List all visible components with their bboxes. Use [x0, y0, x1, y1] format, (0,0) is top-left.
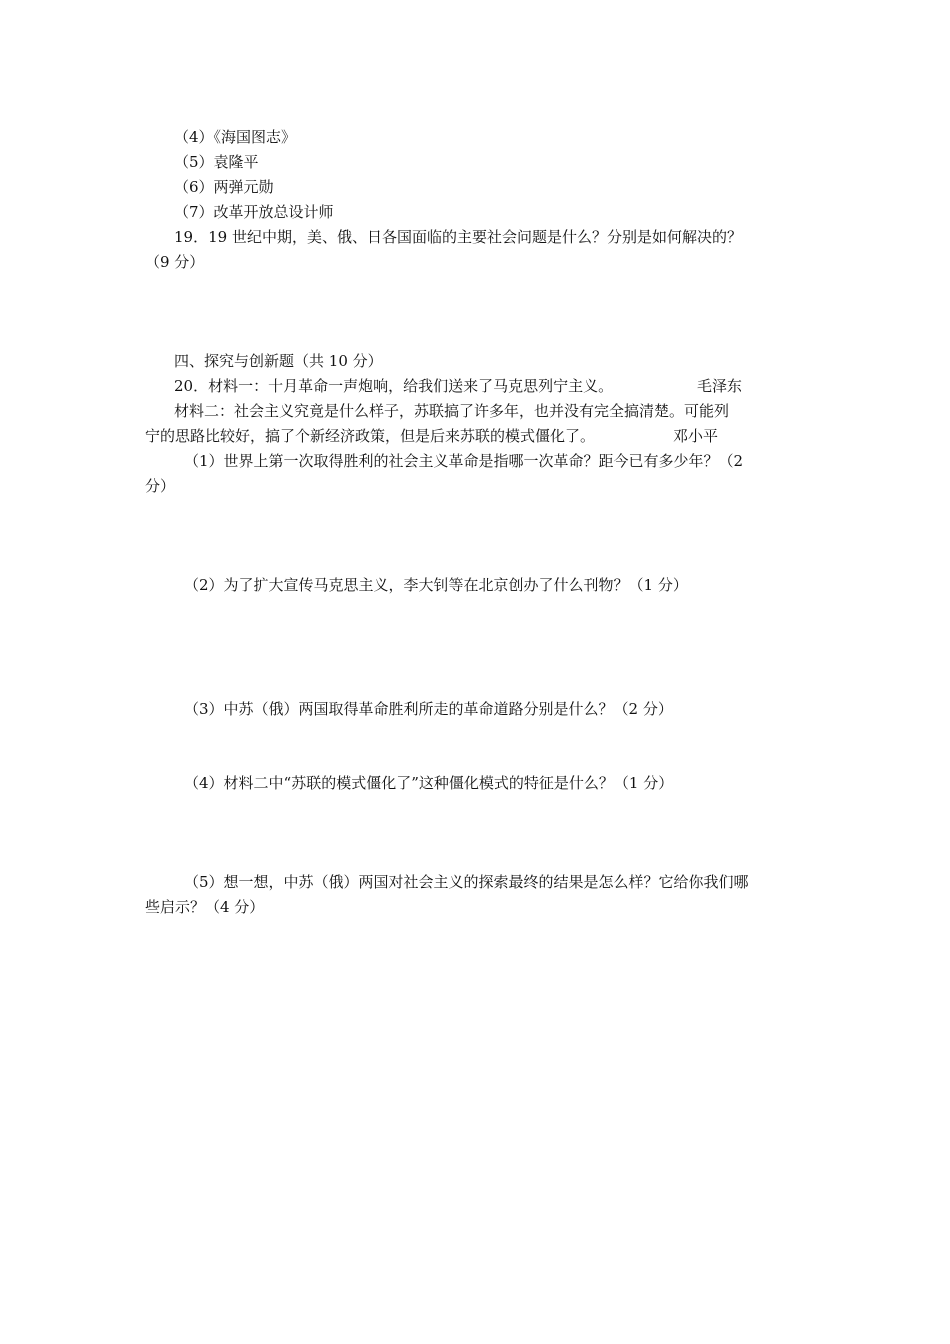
sub-question-4: （4）材料二中“苏联的模式僵化了”这种僵化模式的特征是什么？（1 分）	[184, 774, 674, 792]
item-4: （4）《海国图志》	[174, 128, 297, 146]
material-2-line2: 宁的思路比较好，搞了个新经济政策，但是后来苏联的模式僵化了。	[145, 427, 596, 445]
sub-question-2: （2）为了扩大宣传马克思主义，李大钊等在北京创办了什么刊物？（1 分）	[184, 576, 688, 594]
material-2-author: 邓小平	[673, 427, 719, 445]
item-5: （5）袁隆平	[174, 153, 259, 171]
item-6: （6）两弹元勋	[174, 178, 274, 196]
question-20-material-1: 20．材料一：十月革命一声炮响，给我们送来了马克思列宁主义。	[174, 377, 614, 395]
section-4-title: 四、探究与创新题（共 10 分）	[174, 352, 383, 370]
item-7: （7）改革开放总设计师	[174, 203, 334, 221]
sub-question-3: （3）中苏（俄）两国取得革命胜利所走的革命道路分别是什么？（2 分）	[184, 700, 673, 718]
material-1-author: 毛泽东	[697, 377, 743, 395]
question-19-line1: 19．19 世纪中期，美、俄、日各国面临的主要社会问题是什么？分别是如何解决的？	[174, 228, 742, 246]
question-19-line2: （9 分）	[145, 253, 205, 271]
sub-question-5-line1: （5）想一想，中苏（俄）两国对社会主义的探索最终的结果是怎么样？它给你我们哪	[184, 873, 749, 891]
sub-question-1-line2: 分）	[145, 477, 176, 495]
sub-question-1-line1: （1）世界上第一次取得胜利的社会主义革命是指哪一次革命？距今已有多少年？（2	[184, 452, 744, 470]
sub-question-5-line2: 些启示？（4 分）	[145, 898, 265, 916]
material-2-line1: 材料二：社会主义究竟是什么样子，苏联搞了许多年，也并没有完全搞清楚。可能列	[174, 402, 730, 420]
